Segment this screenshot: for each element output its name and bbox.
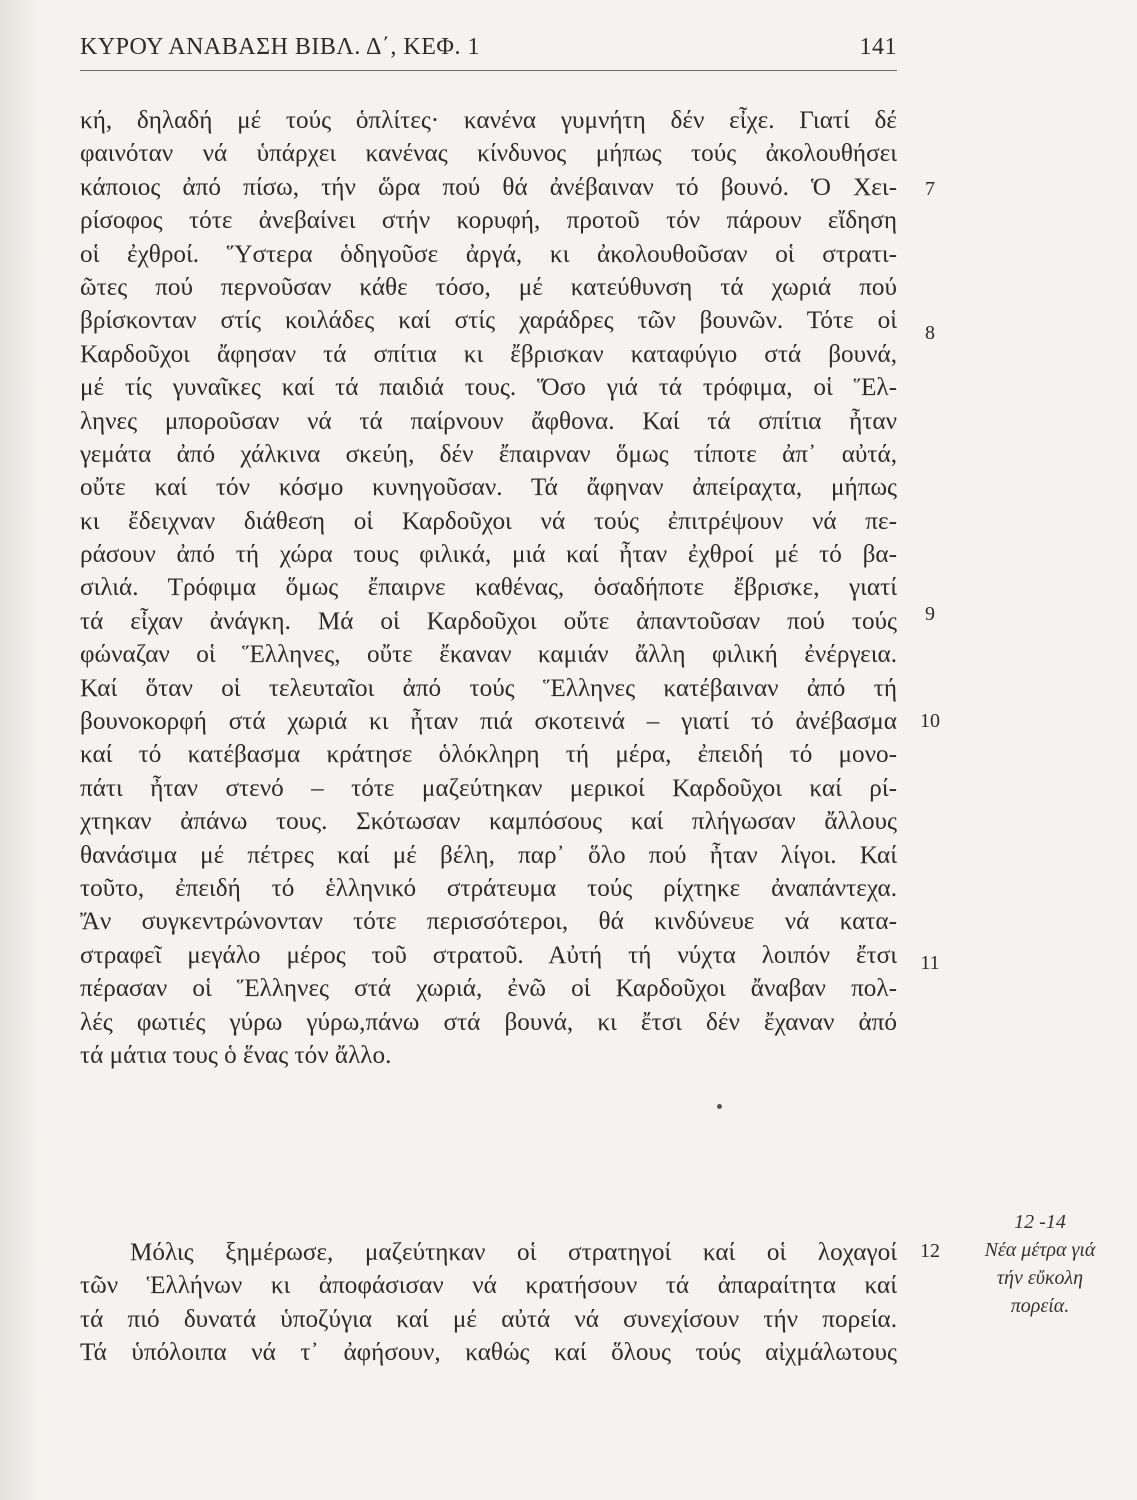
section-number-8: 8 xyxy=(925,322,935,344)
text-line: ῶτες πού περνοῦσαν κάθε τόσο, μέ κατεύθυνση τά χωριά πού xyxy=(80,273,897,301)
text-line: πέρασαν οἱ Ἕλληνες στά χωριά, ἐνῶ οἱ Καρδοῦχοι ἄναβαν πολ- xyxy=(80,975,897,1003)
text-line: τά μάτια τους ὁ ἕνας τόν ἄλλο. xyxy=(80,1041,392,1069)
text-line: κάποιος ἀπό πίσω, τήν ὥρα πού θά ἀνέβαιναν τό βουνό. Ὁ Χει- xyxy=(80,173,897,201)
text-line: κή, δηλαδή μέ τούς ὁπλίτες· κανένα γυμνήτη δέν εἶχε. Γιατί δέ xyxy=(80,107,897,134)
running-title: ΚΥΡΟΥ ΑΝΑΒΑΣΗ ΒΙΒΛ. Δ΄, ΚΕΦ. 1 xyxy=(80,34,480,60)
text-line: Ἄν συγκεντρώνονταν τότε περισσότεροι, θά κινδύνευε νά κατα- xyxy=(80,908,897,936)
text-line: ράσουν ἀπό τή χώρα τους φιλικά, μιά καί ἦταν ἐχθροί μέ τό βα- xyxy=(80,541,897,569)
text-line: Καρδοῦχοι ἄφησαν τά σπίτια κι ἔβρισκαν καταφύγιο στά βουνά, xyxy=(80,340,897,368)
margin-note xyxy=(950,1208,1130,1320)
section-number-9: 9 xyxy=(925,603,935,625)
margin-note-line: πορεία. xyxy=(1010,1295,1070,1317)
text-line: μέ τίς γυναῖκες καί τά παιδιά τους. Ὅσο γιά τά τρόφιμα, οἱ Ἕλ- xyxy=(80,374,897,402)
text-line: βρίσκονταν στίς κοιλάδες καί στίς χαράδρες τῶν βουνῶν. Τότε οἱ xyxy=(80,307,897,335)
stray-ink-dot xyxy=(717,1104,722,1109)
text-line: φαινόταν νά ὑπάρχει κανένας κίνδυνος μήπως τούς ἀκολουθήσει xyxy=(80,140,897,168)
text-line: τοῦτο, ἐπειδή τό ἑλληνικό στράτευμα τούς ρίχτηκε ἀναπάντεχα. xyxy=(80,874,897,902)
margin-note-range: 12 -14 xyxy=(1014,1211,1066,1233)
margin-note-line: Νέα μέτρα γιά xyxy=(984,1239,1096,1261)
text-line: πάτι ἦταν στενό – τότε μαζεύτηκαν μερικοί Καρδοῦχοι καί ρί- xyxy=(80,774,897,802)
text-line: στραφεῖ μεγάλο μέρος τοῦ στρατοῦ. Αὐτή τή νύχτα λοιπόν ἔτσι xyxy=(80,941,897,969)
paragraph-2 xyxy=(80,1236,897,1370)
text-line: Μόλις ξημέρωσε, μαζεύτηκαν οἱ στρατηγοί καί οἱ λοχαγοί xyxy=(130,1239,897,1266)
text-line: τῶν Ἑλλήνων κι ἀποφάσισαν νά κρατήσουν τά ἀπαραίτητα καί xyxy=(80,1272,897,1300)
text-line: σιλιά. Τρόφιμα ὅμως ἔπαιρνε καθένας, ὁσαδήποτε ἔβρισκε, γιατί xyxy=(80,574,897,602)
page-number: 141 xyxy=(859,34,897,60)
text-line: βουνοκορφή στά χωριά κι ἦταν πιά σκοτεινά – γιατί τό ἀνέβασμα xyxy=(80,708,897,736)
section-number-7: 7 xyxy=(925,178,935,200)
running-header xyxy=(80,30,897,71)
text-line: Τά ὑπόλοιπα νά τ᾽ ἀφήσουν, καθώς καί ὅλους τούς αἰχμάλωτους xyxy=(80,1339,897,1367)
text-line: ληνες μποροῦσαν νά τά παίρνουν ἄφθονα. Καί τά σπίτια ἦταν xyxy=(80,407,897,435)
text-line: καί τό κατέβασμα κράτησε ὁλόκληρη τή μέρα, ἐπειδή τό μονο- xyxy=(80,741,897,769)
margin-note-line: τήν εὔκολη xyxy=(996,1267,1084,1289)
text-line: οὔτε καί τόν κόσμο κυνηγοῦσαν. Τά ἄφηναν ἀπείραχτα, μήπως xyxy=(80,474,897,502)
text-line: τά εἶχαν ἀνάγκη. Μά οἱ Καρδοῦχοι οὔτε ἀπαντοῦσαν πού τούς xyxy=(80,607,897,635)
text-line: χτηκαν ἀπάνω τους. Σκότωσαν καμπόσους καί πλήγωσαν ἄλλους xyxy=(80,808,897,836)
paragraph-1 xyxy=(80,104,897,1072)
page-edge-shadow xyxy=(0,0,40,1500)
section-number-12: 12 xyxy=(920,1240,940,1262)
text-line: κι ἔδειχναν διάθεση οἱ Καρδοῦχοι νά τούς ἐπιτρέψουν νά πε- xyxy=(80,507,897,535)
section-number-11: 11 xyxy=(920,952,940,974)
text-line: τά πιό δυνατά ὑποζύγια καί μέ αὐτά νά συνεχίσουν τήν πορεία. xyxy=(80,1305,897,1333)
text-line: φώναζαν οἱ Ἕλληνες, οὔτε ἔκαναν καμιάν ἄλλη φιλική ἐνέργεια. xyxy=(80,641,897,669)
text-line: Καί ὅταν οἱ τελευταῖοι ἀπό τούς Ἕλληνες κατέβαιναν ἀπό τή xyxy=(80,674,897,702)
text-line: ρίσοφος τότε ἀνεβαίνει στήν κορυφή, προτοῦ τόν πάρουν εἴδηση xyxy=(80,207,897,235)
text-line: γεμάτα ἀπό χάλκινα σκεύη, δέν ἔπαιρναν ὅμως τίποτε ἀπ᾽ αὐτά, xyxy=(80,440,897,468)
text-line: θανάσιμα μέ πέτρες καί μέ βέλη, παρ᾽ ὅλο πού ἦταν λίγοι. Καί xyxy=(80,841,897,869)
text-line: λές φωτιές γύρω γύρω,πάνω στά βουνά, κι ἔτσι δέν ἔχαναν ἀπό xyxy=(80,1008,897,1036)
section-number-10: 10 xyxy=(920,710,940,732)
text-line: οἱ ἐχθροί. Ὕστερα ὁδηγοῦσε ἀργά, κι ἀκολουθοῦσαν οἱ στρατι- xyxy=(80,240,897,268)
